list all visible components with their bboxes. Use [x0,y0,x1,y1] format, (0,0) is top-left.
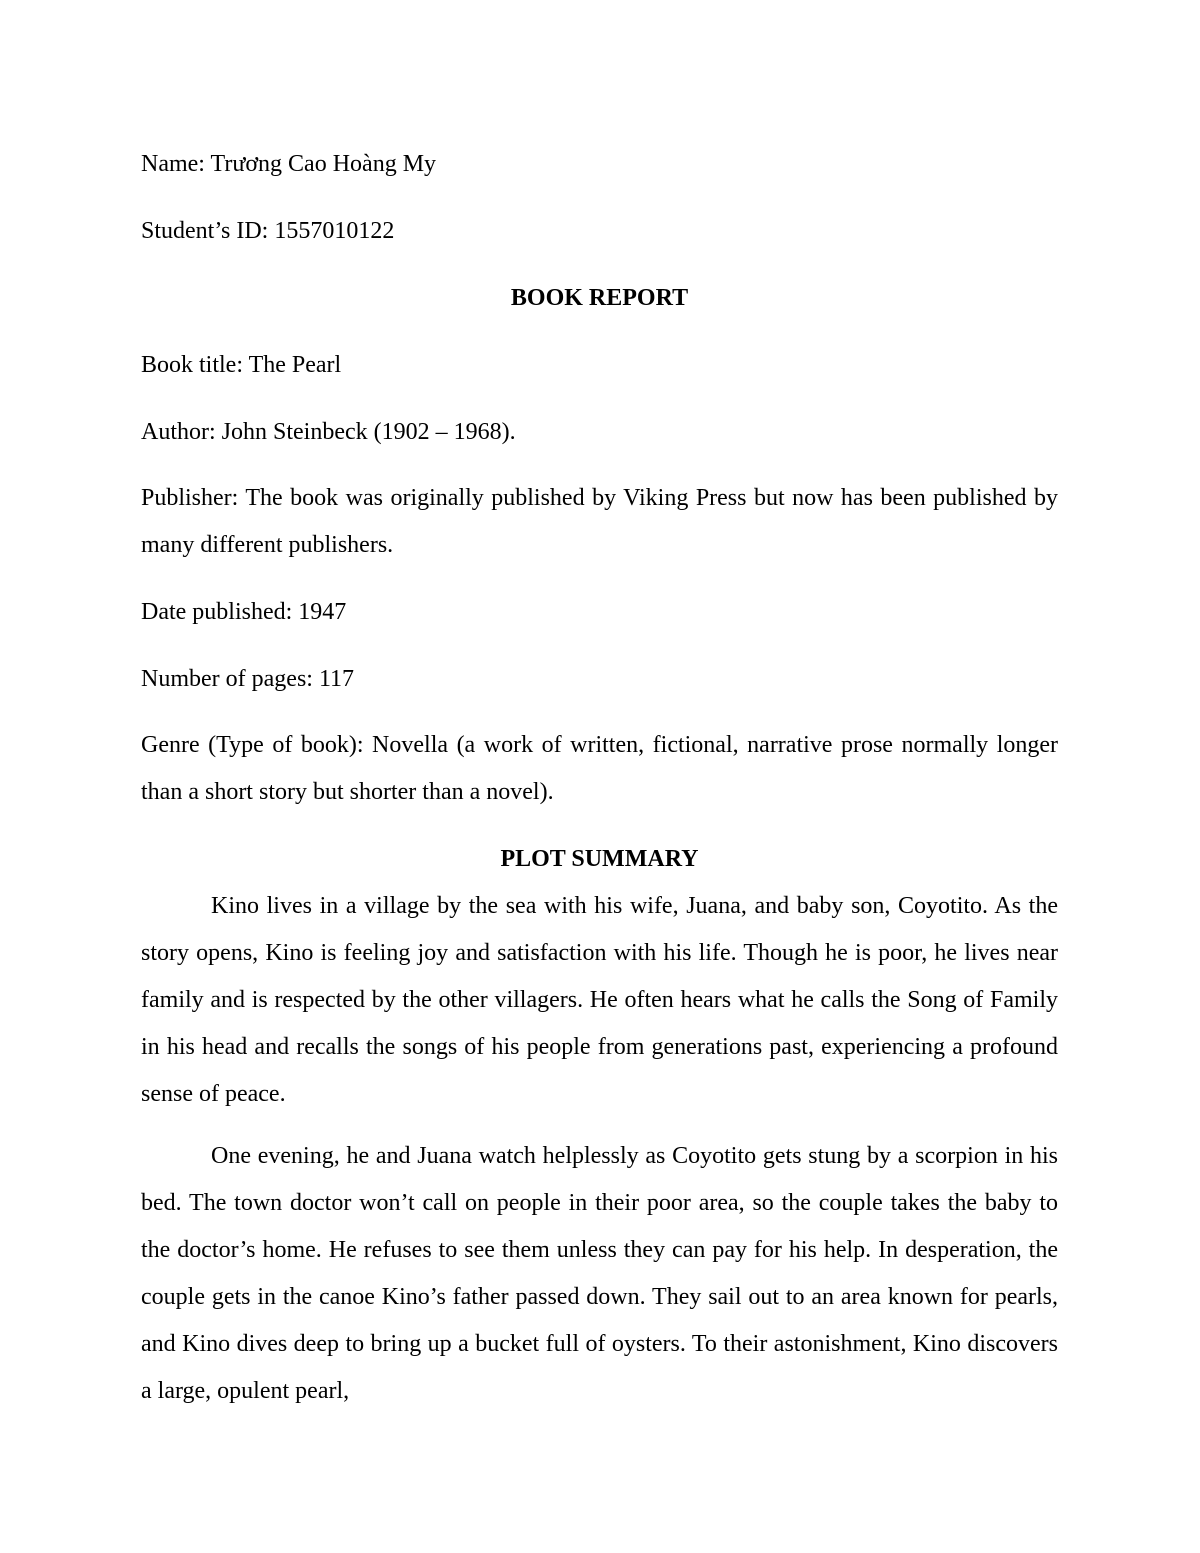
book-genre: Genre (Type of book): Novella (a work of written, fictional, narrative prose normally longer than a short story but shorter than a novel). [141,732,1058,805]
book-publisher: Publisher: The book was originally published by Viking Press but now has been published by many different publishers. [141,485,1058,558]
book-title: Book title: The Pearl [141,352,342,378]
document-body [141,140,1058,1430]
plot-paragraph: One evening, he and Juana watch helplessly as Coyotito gets stung by a scorpion in his bed. The town doctor won’t call on people in their poor area, so the couple takes the baby to the doctor’s home. He refuses to see them unless they can pay for his help. In desperation, the couple gets in the canoe Kino’s father passed down. They sail out to an area known for pearls, and Kino dives deep to bring up a bucket full of oysters. To their astonishment, Kino discovers a large, opulent pearl, [141,1143,1058,1404]
student-id: Student’s ID: 1557010122 [141,218,395,244]
plot-paragraph: Kino lives in a village by the sea with his wife, Juana, and baby son, Coyotito. As the story opens, Kino is feeling joy and satisfaction with his life. Though he is poor, he lives near family and is respected by the other villagers. He often hears what he calls the Song of Family in his head and recalls the songs of his people from generations past, experiencing a profound sense of peace. [141,893,1058,1107]
page-count: Number of pages: 117 [141,666,355,692]
date-published: Date published: 1947 [141,599,347,625]
student-name: Name: Trương Cao Hoàng My [141,151,437,177]
report-heading: BOOK REPORT [510,285,689,311]
book-author: Author: John Steinbeck (1902 – 1968). [141,419,516,445]
plot-summary-heading: PLOT SUMMARY [500,846,699,872]
